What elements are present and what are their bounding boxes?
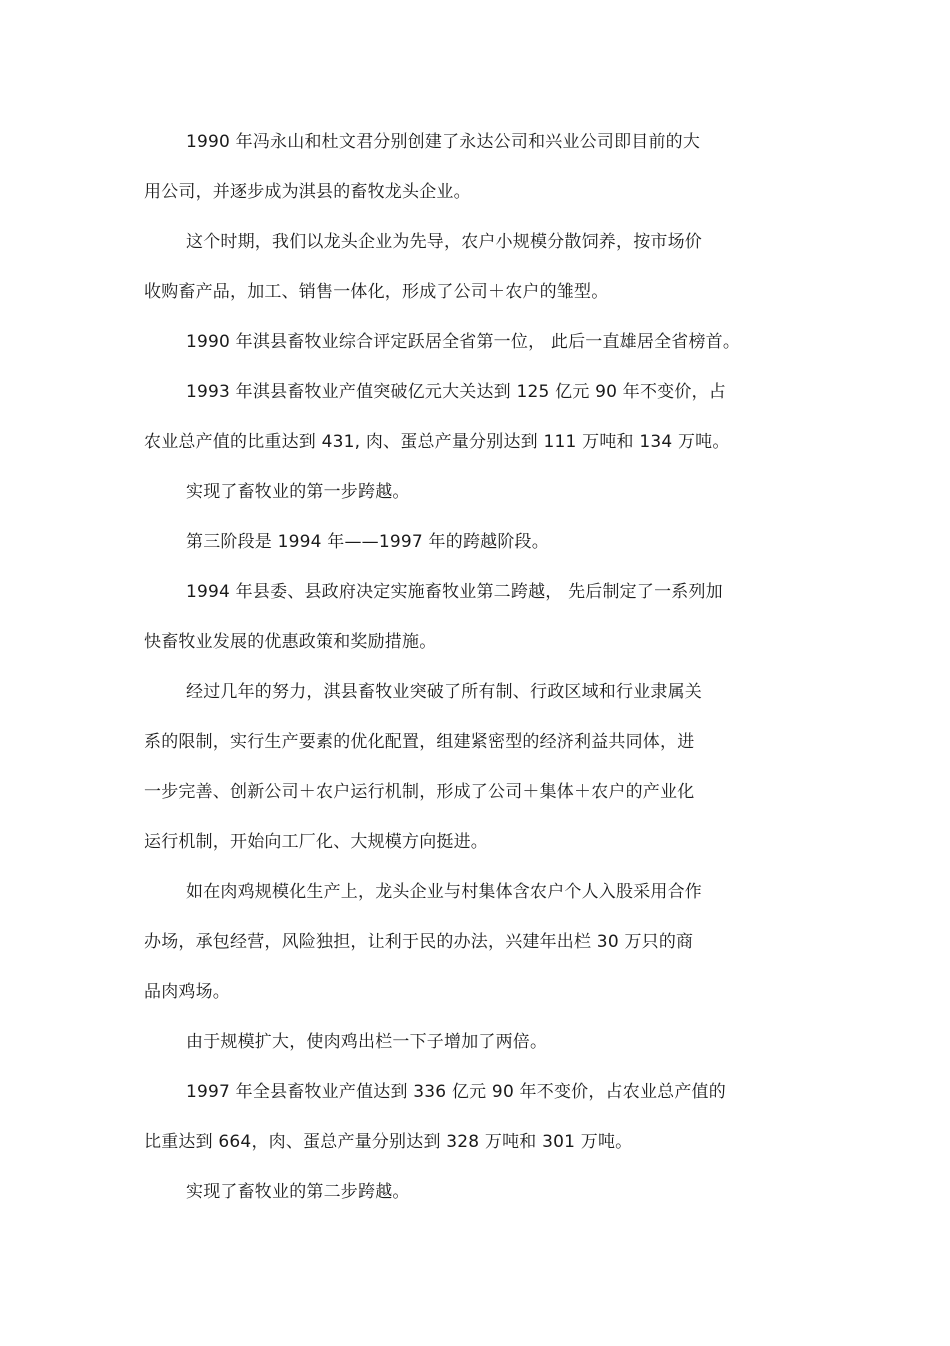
text-line-15: 运行机制，开始向工厂化、大规模方向挺进。 [144,832,488,852]
text-line-17: 办场，承包经营，风险独担，让利于民的办法，兴建年出栏 30 万只的商 [144,932,694,952]
text-line-6: 1993 年淇县畜牧业产值突破亿元大关达到 125 亿元 90 年不变价，占 [186,382,726,402]
text-line-5: 1990 年淇县畜牧业综合评定跃居全省第一位， 此后一直雄居全省榜首。 [186,332,741,352]
text-line-14: 一步完善、创新公司＋农户运行机制，形成了公司＋集体＋农户的产业化 [144,782,695,802]
text-line-3: 这个时期，我们以龙头企业为先导，农户小规模分散饲养，按市场价 [186,232,702,252]
text-line-8: 实现了畜牧业的第一步跨越。 [186,482,410,502]
text-line-2: 用公司，并逐步成为淇县的畜牧龙头企业。 [144,182,471,202]
text-line-16: 如在肉鸡规模化生产上，龙头企业与村集体含农户个人入股采用合作 [186,882,702,902]
text-line-13: 系的限制，实行生产要素的优化配置，组建紧密型的经济利益共同体，进 [144,732,695,752]
text-line-18: 品肉鸡场。 [144,982,230,1002]
text-line-7: 农业总产值的比重达到 431, 肉、蛋总产量分别达到 111 万吨和 134 万吨。 [144,432,730,452]
text-line-10: 1994 年县委、县政府决定实施畜牧业第二跨越， 先后制定了一系列加 [186,582,723,602]
text-line-20: 1997 年全县畜牧业产值达到 336 亿元 90 年不变价，占农业总产值的 [186,1082,726,1102]
text-line-21: 比重达到 664，肉、蛋总产量分别达到 328 万吨和 301 万吨。 [144,1132,633,1152]
text-line-4: 收购畜产品，加工、销售一体化，形成了公司＋农户的雏型。 [144,282,609,302]
text-line-9: 第三阶段是 1994 年——1997 年的跨越阶段。 [186,532,549,552]
text-line-1: 1990 年冯永山和杜文君分别创建了永达公司和兴业公司即目前的大 [186,132,701,152]
text-line-22: 实现了畜牧业的第二步跨越。 [186,1182,410,1202]
text-line-12: 经过几年的努力，淇县畜牧业突破了所有制、行政区域和行业隶属关 [186,682,702,702]
text-line-19: 由于规模扩大，使肉鸡出栏一下子增加了两倍。 [186,1032,548,1052]
text-line-11: 快畜牧业发展的优惠政策和奖励措施。 [144,632,437,652]
